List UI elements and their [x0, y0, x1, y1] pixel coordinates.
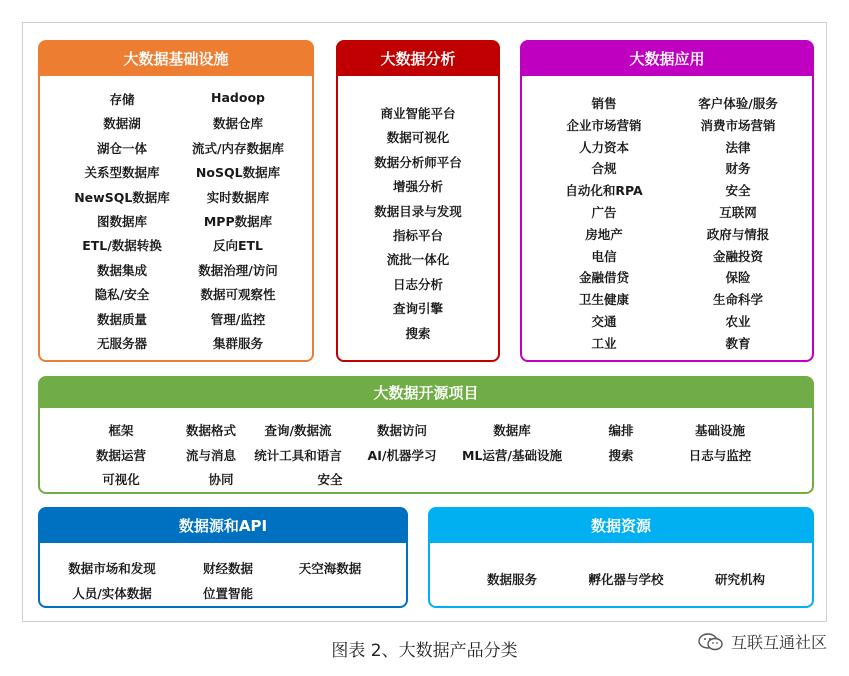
apps-item: 保险 [725, 270, 751, 286]
opensource-title: 大数据开源项目 [40, 378, 812, 408]
opensource-item: 数据库 [493, 423, 531, 438]
opensource-item: 框架 [108, 423, 134, 438]
infra-item: MPP数据库 [203, 214, 273, 229]
infra-item: 无服务器 [96, 336, 148, 351]
infra-item: 关系型数据库 [84, 165, 160, 181]
apps-item: 互联网 [719, 205, 757, 220]
apps-item: 生命科学 [712, 292, 764, 308]
apps-item: 农业 [725, 314, 751, 329]
apps-item: 销售 [591, 96, 617, 111]
analysis-item: 指标平台 [392, 228, 444, 243]
resources-title: 数据资源 [430, 509, 812, 543]
apps-item: 卫生健康 [578, 292, 630, 308]
opensource-item: 流与消息 [185, 447, 237, 463]
analysis-item: 查询引擎 [392, 301, 444, 317]
infra-item: 流式/内存数据库 [191, 140, 285, 156]
opensource-panel [38, 376, 814, 494]
apps-item: 工业 [591, 335, 617, 351]
infra-item: Hadoop [211, 90, 265, 105]
sources-api-item: 人员/实体数据 [72, 585, 152, 601]
infra-item: NewSQL数据库 [74, 189, 170, 205]
analysis-item: 搜索 [405, 325, 431, 341]
opensource-item: 协同 [208, 472, 234, 487]
opensource-item: 可视化 [102, 472, 140, 487]
analysis-item: 数据分析师平台 [374, 154, 462, 170]
apps-item: 教育 [725, 335, 751, 351]
infra-item: 图数据库 [96, 214, 148, 229]
resources-item: 孵化器与学校 [588, 572, 664, 587]
infra-item: ETL/数据转换 [82, 238, 162, 254]
infra-item: 数据可观察性 [200, 287, 276, 303]
infra-item: 管理/监控 [210, 311, 266, 327]
opensource-item: 统计工具和语言 [254, 447, 342, 463]
infra-item: 反向ETL [212, 238, 264, 254]
analysis-item: 增强分析 [392, 179, 444, 195]
sources-api-panel [38, 507, 408, 608]
resources-panel [428, 507, 814, 608]
sources-api-item: 数据市场和发现 [68, 561, 156, 576]
infra-title: 大数据基础设施 [40, 42, 312, 76]
apps-item: 房地产 [585, 226, 623, 242]
sources-api-item: 位置智能 [202, 585, 254, 601]
infra-item: 数据质量 [96, 311, 148, 327]
infra-item: 隐私/安全 [94, 287, 150, 303]
infra-item: 数据治理/访问 [198, 262, 278, 278]
infra-item: 集群服务 [212, 336, 264, 351]
infra-item: NoSQL数据库 [195, 165, 281, 181]
infra-item: 数据集成 [96, 262, 148, 278]
wechat-icon [697, 632, 725, 652]
analysis-item: 数据可视化 [386, 130, 450, 146]
apps-item: 电信 [591, 248, 617, 264]
opensource-item: 基础设施 [694, 423, 746, 438]
apps-item: 财务 [725, 161, 751, 177]
analysis-item: 商业智能平台 [380, 106, 456, 121]
analysis-item: 数据目录与发现 [374, 203, 462, 219]
opensource-item: ML运营/基础设施 [462, 447, 562, 463]
sources-api-title: 数据源和API [40, 509, 406, 543]
apps-item: 金融投资 [712, 248, 764, 264]
opensource-item: AI/机器学习 [367, 447, 437, 463]
resources-item: 研究机构 [714, 572, 766, 587]
opensource-item: 日志与监控 [688, 447, 752, 463]
apps-title: 大数据应用 [522, 42, 812, 76]
sources-api-item: 天空海数据 [298, 561, 362, 576]
opensource-item: 查询/数据流 [264, 423, 332, 438]
apps-item: 广告 [591, 205, 617, 220]
apps-item: 人力资本 [578, 139, 630, 155]
opensource-item: 数据访问 [376, 423, 428, 438]
analysis-panel [336, 40, 500, 362]
apps-item: 消费市场营销 [700, 117, 776, 133]
infra-item: 湖仓一体 [96, 140, 148, 156]
resources-item: 数据服务 [486, 572, 538, 587]
opensource-item: 编排 [608, 423, 634, 438]
apps-item: 合规 [591, 161, 617, 177]
brand-text: 互联互通社区 [730, 633, 827, 652]
figure-caption: 图表 2、大数据产品分类 [331, 641, 518, 661]
opensource-item: 数据格式 [185, 423, 237, 438]
analysis-item: 流批一体化 [386, 252, 450, 268]
apps-item: 交通 [591, 314, 617, 329]
apps-item: 政府与情报 [706, 226, 770, 242]
infra-panel [38, 40, 314, 362]
opensource-item: 安全 [317, 472, 343, 487]
analysis-item: 日志分析 [392, 276, 444, 292]
apps-item: 客户体验/服务 [698, 96, 778, 111]
infra-item: 存储 [109, 92, 135, 107]
apps-item: 金融借贷 [578, 270, 630, 286]
apps-item: 自动化和RPA [565, 183, 643, 199]
analysis-title: 大数据分析 [338, 42, 498, 76]
sources-api-item: 财经数据 [202, 561, 254, 576]
opensource-item: 数据运营 [95, 447, 147, 463]
opensource-item: 搜索 [608, 447, 634, 463]
apps-item: 法律 [725, 139, 751, 155]
apps-item: 安全 [725, 183, 751, 199]
apps-panel [520, 40, 814, 362]
infra-item: 实时数据库 [206, 189, 270, 205]
infra-item: 数据仓库 [212, 116, 264, 132]
brand-watermark [697, 630, 827, 653]
apps-item: 企业市场营销 [566, 117, 642, 133]
infra-item: 数据湖 [103, 116, 141, 132]
